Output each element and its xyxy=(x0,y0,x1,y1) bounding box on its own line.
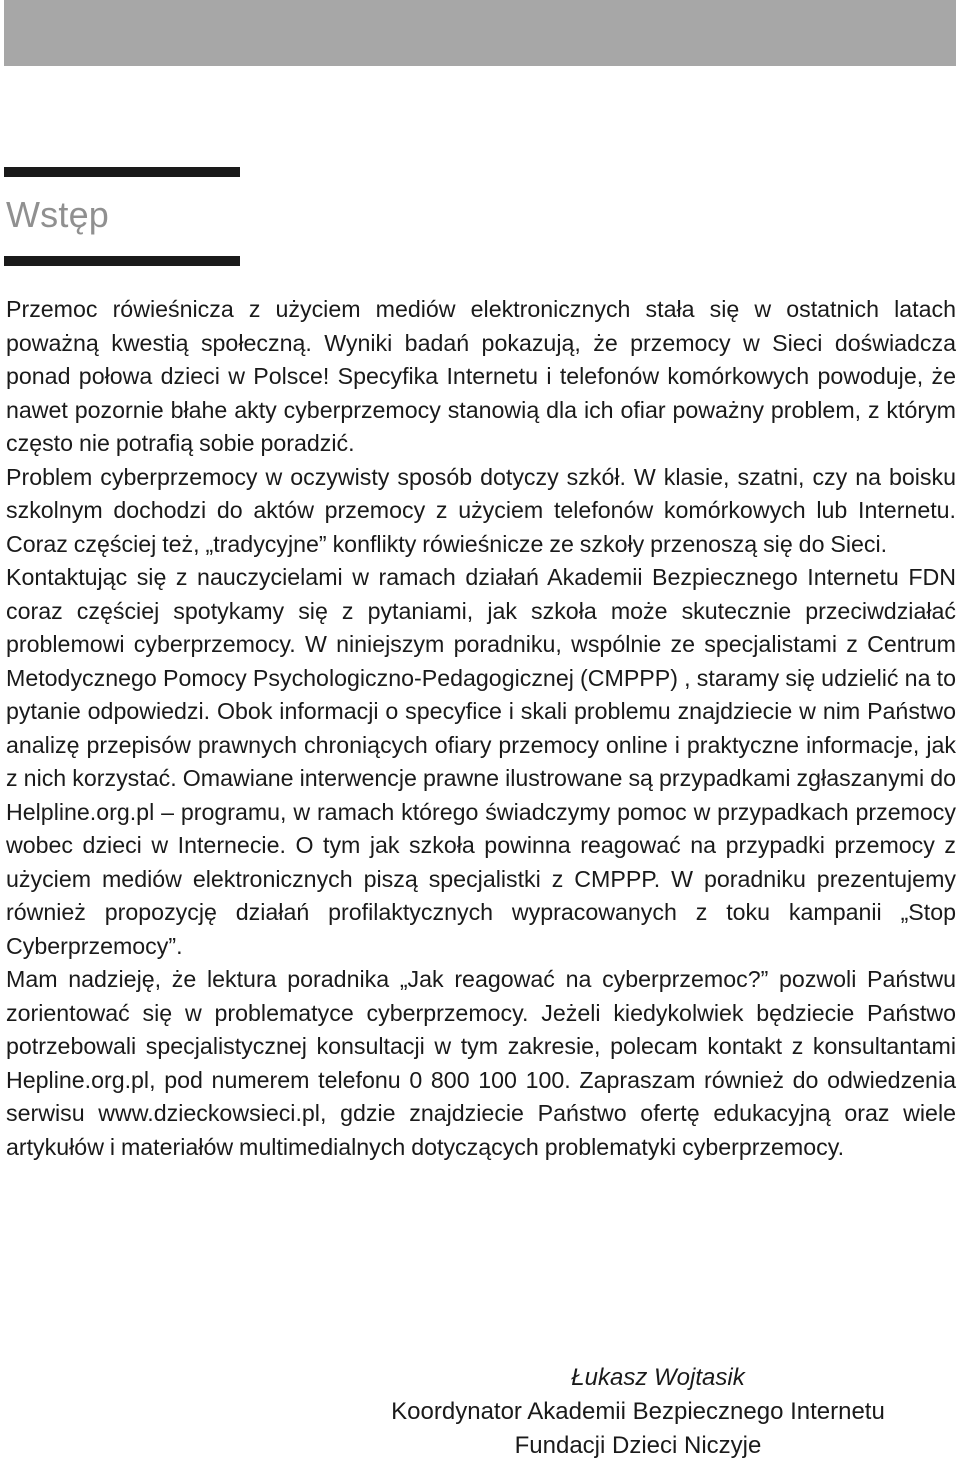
signature-organization: Fundacji Dzieci Niczyje xyxy=(514,1432,762,1459)
signature-role: Koordynator Akademii Bezpiecznego Internetu xyxy=(391,1398,885,1425)
title-rule-bottom xyxy=(4,256,240,266)
paragraph: Mam nadzieję, że lektura poradnika „Jak reagować na cyberprzemoc?” pozwoli Państwu zorientować się w problematyce cyberprzemocy. Jeżeli kiedykolwiek będziecie Państwo potrzebowali specjalistycznej konsultacji w tym zakresie, polecam kontakt z konsultantami Hepline.org.pl, pod numerem telefonu 0 800 100 100. Zapraszam również do odwiedzenia serwisu www.dzieckowsieci.pl, gdzie znajdziecie Państwo ofertę edukacyjną oraz wiele artykułów i materiałów multimedialnych dotyczących problematyki cyberprzemocy. xyxy=(6,966,956,1160)
paragraph: Problem cyberprzemocy w oczywisty sposób dotyczy szkół. W klasie, szatni, czy na boisku szkolnym dochodzi do aktów przemocy z użyciem telefonów komórkowych lub Internetu. Coraz częściej też, „tradycyjne” konflikty rówieśnicze ze szkoły przenoszą się do Sieci. xyxy=(6,463,956,557)
body-text xyxy=(6,293,956,1164)
signature-block xyxy=(328,1361,948,1463)
header-band xyxy=(4,0,956,66)
paragraph: Przemoc rówieśnicza z użyciem mediów elektronicznych stała się w ostatnich latach poważną kwestią społeczną. Wyniki badań pokazują, że przemocy w Sieci doświadcza ponad połowa dzieci w Polsce! Specyfika Internetu i telefonów komórkowych powoduje, że nawet pozornie błahe akty cyberprzemocy stanowią dla ich ofiar poważny problem, z którym często nie potrafią sobie poradzić. xyxy=(6,296,956,456)
paragraph: Kontaktując się z nauczycielami w ramach działań Akademii Bezpiecznego Internetu FDN coraz częściej spotykamy się z pytaniami, jak szkoła może skutecznie przeciwdziałać problemowi cyberprzemocy. W niniejszym poradniku, wspólnie ze specjalistami z Centrum Metodycznego Pomocy Psychologiczno-Pedagogicznej (CMPPP) , staramy się udzielić na to pytanie odpowiedzi. Obok informacji o specyfice i skali problemu znajdziecie w nim Państwo analizę przepisów prawnych chroniących ofiary przemocy online i praktyczne informacje, jak z nich korzystać. Omawiane interwencje prawne ilustrowane są przypadkami zgłaszanymi do Helpline.org.pl – programu, w ramach którego świadczymy pomoc w przypadkach przemocy wobec dzieci w Internecie. O tym jak szkoła powinna reagować na przypadki przemocy z użyciem mediów elektronicznych piszą specjalistki z CMPPP. W poradniku prezentujemy również propozycję działań profilaktycznych wypracowanych z toku kampanii „Stop Cyberprzemocy”. xyxy=(6,564,956,959)
signature-name: Łukasz Wojtasik xyxy=(571,1364,745,1391)
page-title: Wstęp xyxy=(6,194,110,235)
title-rule-top xyxy=(4,167,240,177)
